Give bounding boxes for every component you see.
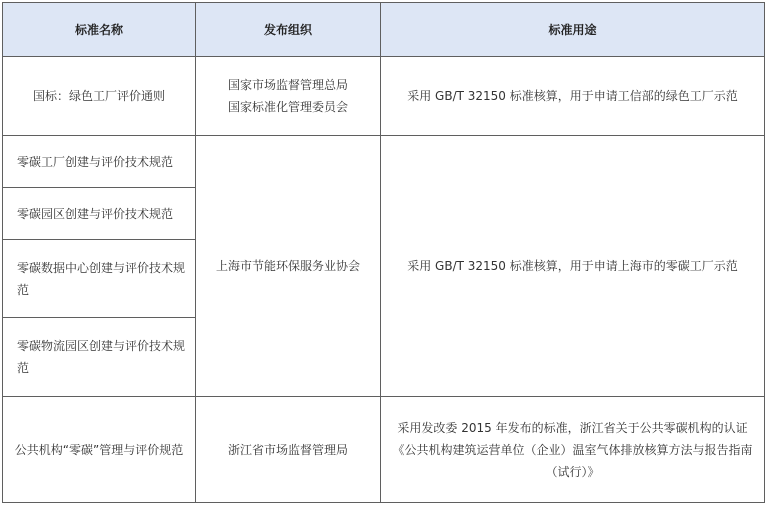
publisher-line: 国家市场监督管理总局 — [227, 78, 348, 92]
header-publisher: 发布组织 — [196, 3, 381, 57]
standards-table-wrapper — [2, 2, 765, 503]
header-standard-name: 标准名称 — [3, 3, 196, 57]
standard-name-cell: 零碳数据中心创建与评价技术规范 — [3, 240, 196, 318]
standard-use-cell: 采用发改委 2015 年发布的标准，浙江省关于公共零碳机构的认证《公共机构建筑运营单位（企业）温室气体排放核算方法与报告指南（试行）》 — [381, 397, 765, 503]
standards-table — [2, 2, 765, 503]
table-header-row — [3, 3, 765, 57]
standard-use-cell: 采用 GB/T 32150 标准核算，用于申请上海市的零碳工厂示范 — [381, 136, 765, 397]
table-row — [3, 57, 765, 136]
standard-name-cell: 公共机构“零碳”管理与评价规范 — [3, 397, 196, 503]
table-row — [3, 397, 765, 503]
standard-use-cell: 采用 GB/T 32150 标准核算，用于申请工信部的绿色工厂示范 — [381, 57, 765, 136]
standard-name-cell: 零碳工厂创建与评价技术规范 — [3, 136, 196, 188]
publisher-cell — [196, 57, 381, 136]
table-row — [3, 136, 765, 188]
publisher-cell: 上海市节能环保服务业协会 — [196, 136, 381, 397]
publisher-cell: 浙江省市场监督管理局 — [196, 397, 381, 503]
standard-name-cell: 零碳园区创建与评价技术规范 — [3, 188, 196, 240]
header-standard-use: 标准用途 — [381, 3, 765, 57]
standard-name-cell: 零碳物流园区创建与评价技术规范 — [3, 318, 196, 397]
publisher-line: 国家标准化管理委员会 — [227, 100, 348, 114]
standard-name-cell: 国标：绿色工厂评价通则 — [3, 57, 196, 136]
